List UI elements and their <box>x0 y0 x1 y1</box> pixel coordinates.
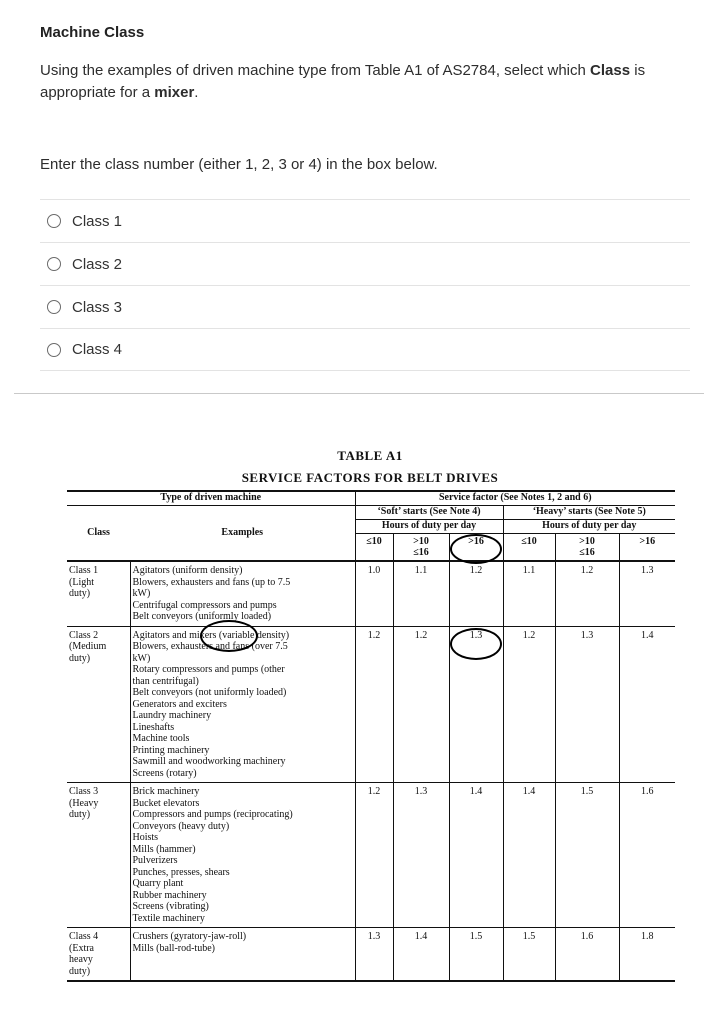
radio-button[interactable] <box>47 257 61 271</box>
service-factor-cell: 1.4 <box>503 783 555 928</box>
examples-cell <box>130 783 355 928</box>
table-row <box>67 626 675 783</box>
option-label: Class 1 <box>72 212 123 230</box>
service-factor-cell: 1.3 <box>393 783 449 928</box>
service-factor-cell: 1.2 <box>355 783 393 928</box>
header-gt10: >10 <box>413 535 429 547</box>
example-line: Belt conveyors (uniformly loaded) <box>132 611 272 622</box>
class-line: (Heavy <box>69 797 99 809</box>
service-factor-table <box>67 490 675 982</box>
example-line: Printing machinery <box>132 744 210 756</box>
header-class-label: Class <box>87 527 110 538</box>
header-soft-starts: ‘Soft’ starts (See Note 4) <box>355 505 503 519</box>
table-label: TABLE A1 <box>337 448 403 463</box>
table-row <box>67 783 675 928</box>
table-row <box>67 561 675 626</box>
header-type-of-machine: Type of driven machine <box>67 491 355 505</box>
class-line: duty) <box>69 652 91 664</box>
class-line: Class 1 <box>69 565 99 576</box>
example-line: Textile machinery <box>132 912 205 924</box>
header-examples-label: Examples <box>221 527 264 538</box>
example-line: Lineshafts <box>132 721 175 733</box>
example-line: Mills (hammer) <box>132 843 196 855</box>
class-cell <box>67 626 130 783</box>
question-text-class-bold: Class <box>590 62 631 79</box>
option-label: Class 2 <box>72 255 123 273</box>
service-factor-cell: 1.4 <box>619 626 675 783</box>
radio-button[interactable] <box>47 300 61 314</box>
example-line: Belt conveyors (not uniformly loaded) <box>132 687 287 698</box>
question-text <box>40 60 690 104</box>
table-title: SERVICE FACTORS FOR BELT DRIVES <box>241 470 499 485</box>
header-heavy-10-16 <box>555 533 619 561</box>
service-factor-cell: 1.5 <box>503 928 555 982</box>
service-factor-cell: 1.3 <box>619 561 675 626</box>
question-text-part3: . <box>194 84 199 101</box>
service-factor-cell: 1.1 <box>393 561 449 626</box>
class-cell <box>67 561 130 626</box>
examples-cell <box>130 561 355 626</box>
header-class <box>67 505 130 561</box>
header-hours-soft: Hours of duty per day <box>355 519 503 533</box>
class-line: Class 3 <box>69 786 99 797</box>
class-line: (Medium <box>69 641 107 652</box>
example-line: Machine tools <box>132 733 190 744</box>
service-factor-cell: 1.5 <box>555 783 619 928</box>
service-factor-cell: 1.2 <box>503 626 555 783</box>
example-line: Pulverizers <box>132 855 178 866</box>
service-factor-cell: 1.2 <box>355 626 393 783</box>
header-service-factor: Service factor (See Notes 1, 2 and 6) <box>355 491 675 505</box>
example-line: Agitators and mixers (variable density) <box>132 629 290 641</box>
service-factor-cell: 1.2 <box>393 626 449 783</box>
example-line: Blowers, exhausters and fans (over 7.5 <box>132 641 288 652</box>
answer-options <box>40 199 690 371</box>
class-line: Class 4 <box>69 931 99 942</box>
example-line: Quarry plant <box>132 878 184 889</box>
example-line: Blowers, exhausters and fans (up to 7.5 <box>132 576 291 588</box>
header-heavy-gt16: >16 <box>619 533 675 561</box>
header-le16: ≤16 <box>579 547 595 558</box>
service-factor-cell: 1.3 <box>555 626 619 783</box>
option-label: Class 3 <box>72 298 123 316</box>
example-line: kW) <box>132 588 151 599</box>
examples-cell <box>130 626 355 783</box>
radio-button[interactable] <box>47 343 61 357</box>
example-line: Generators and exciters <box>132 698 227 710</box>
question-text-mixer-bold: mixer <box>154 84 195 101</box>
option-class-4[interactable] <box>40 328 690 371</box>
class-line: (Extra <box>69 942 94 954</box>
example-line: Punches, presses, shears <box>132 866 230 878</box>
example-line: Conveyors (heavy duty) <box>132 820 230 832</box>
option-label: Class 4 <box>72 341 123 358</box>
service-factor-cell: 1.2 <box>449 561 503 626</box>
example-line: Rotary compressors and pumps (other <box>132 664 285 675</box>
example-line: Brick machinery <box>132 786 200 797</box>
example-line: Laundry machinery <box>132 710 212 721</box>
example-line: Sawmill and woodworking machinery <box>132 756 286 767</box>
example-line: Hoists <box>132 832 159 843</box>
example-line: Bucket elevators <box>132 797 200 809</box>
service-factor-cell: 1.3 <box>355 928 393 982</box>
header-heavy-starts: ‘Heavy’ starts (See Note 5) <box>503 505 675 519</box>
table-row <box>67 928 675 982</box>
example-line: Rubber machinery <box>132 889 207 901</box>
question-text-part2: is appropriate for a <box>40 62 646 101</box>
class-cell <box>67 783 130 928</box>
example-line: Compressors and pumps (reciprocating) <box>132 809 293 820</box>
option-class-3[interactable] <box>40 285 690 328</box>
header-soft-le10: ≤10 <box>355 533 393 561</box>
question-title: Machine Class <box>40 24 145 41</box>
example-line: than centrifugal) <box>132 675 199 687</box>
example-line: Agitators (uniform density) <box>132 565 243 576</box>
radio-button[interactable] <box>47 214 61 228</box>
question-instruction: Enter the class number (either 1, 2, 3 or 4) in the box below. <box>40 156 438 173</box>
section-divider <box>14 393 704 394</box>
header-soft-10-16 <box>393 533 449 561</box>
service-factor-cell: 1.5 <box>449 928 503 982</box>
examples-cell <box>130 928 355 982</box>
class-cell <box>67 928 130 982</box>
option-class-1[interactable] <box>40 199 690 242</box>
service-factor-cell: 1.1 <box>503 561 555 626</box>
class-line: duty) <box>69 965 91 977</box>
header-soft-gt16: >16 <box>449 533 503 561</box>
service-factor-cell: 1.8 <box>619 928 675 982</box>
question-text-part1: Using the examples of driven machine type from Table A1 of AS2784, select which <box>40 62 591 79</box>
example-line: Centrifugal compressors and pumps <box>132 599 277 611</box>
service-factor-cell: 1.4 <box>449 783 503 928</box>
example-line: Screens (vibrating) <box>132 901 209 912</box>
service-factor-cell: 1.0 <box>355 561 393 626</box>
header-hours-heavy: Hours of duty per day <box>503 519 675 533</box>
service-factor-cell: 1.3 <box>449 626 503 783</box>
example-line: Mills (ball-rod-tube) <box>132 942 215 954</box>
header-examples <box>130 505 355 561</box>
class-line: duty) <box>69 809 91 820</box>
service-factor-cell: 1.6 <box>555 928 619 982</box>
header-heavy-le10: ≤10 <box>503 533 555 561</box>
class-line: Class 2 <box>69 629 99 641</box>
option-class-2[interactable] <box>40 242 690 285</box>
class-line: (Light <box>69 576 94 588</box>
service-factor-cell: 1.4 <box>393 928 449 982</box>
header-gt10: >10 <box>579 535 595 547</box>
header-le16: ≤16 <box>413 547 429 558</box>
class-line: heavy <box>69 954 93 965</box>
class-line: duty) <box>69 588 91 599</box>
example-line: kW) <box>132 652 151 664</box>
service-factor-cell: 1.2 <box>555 561 619 626</box>
example-line: Screens (rotary) <box>132 767 197 779</box>
example-line: Crushers (gyratory-jaw-roll) <box>132 931 247 942</box>
service-factor-cell: 1.6 <box>619 783 675 928</box>
